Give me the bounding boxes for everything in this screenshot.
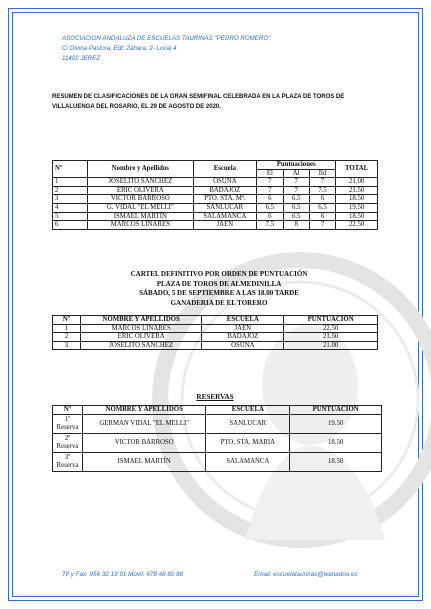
cell-p3: 6	[309, 212, 335, 221]
classification-table	[52, 160, 378, 230]
cell-puntuacion: 18.50	[290, 433, 382, 452]
cell-p2: 7	[283, 186, 309, 195]
table-row	[53, 333, 378, 342]
cell-nombre: ERIC OLIVERA	[80, 333, 202, 342]
cell-p1: 7.5	[257, 221, 283, 230]
reserva-label: Reserva	[56, 423, 79, 431]
cell-escuela: BADAJOZ	[193, 186, 257, 195]
association-address: C/ Divina Pastora, Edf. Zahara, 2- Local 4	[62, 45, 177, 52]
table-row	[53, 186, 378, 195]
reservas-table	[52, 405, 382, 472]
reserva-label: Reserva	[56, 442, 79, 450]
cell-total: 22.50	[336, 221, 378, 230]
contact-phones: Tlf y Fax: 956 32 19 91 Movil: 678 48 80 88	[62, 571, 184, 578]
col-nombre: NOMBRE Y APELLIDOS	[80, 316, 202, 325]
cell-p3: 7.5	[309, 186, 335, 195]
col-nombre: NOMBRE Y APELLIDOS	[82, 406, 206, 415]
cell-total: 21.50	[336, 186, 378, 195]
cell-puntuacion: 22.50	[284, 324, 378, 333]
cell-escuela: JAEN	[193, 221, 257, 230]
sub-ild: Ild	[309, 169, 335, 178]
table-row	[53, 324, 378, 333]
col-escuela: Escuela	[193, 161, 257, 178]
cell-p2: 7	[283, 178, 309, 187]
cell-n: 3	[53, 195, 88, 204]
table-row	[53, 221, 378, 230]
cell-nombre: ERIC OLIVERA	[88, 186, 193, 195]
cell-nombre: JOSELITO SANCHEZ	[88, 178, 193, 187]
cell-p3: 6	[309, 195, 335, 204]
cell-n: 2	[53, 186, 88, 195]
table-row	[53, 452, 382, 471]
cell-n: 6	[53, 221, 88, 230]
cell-nombre: MARCOS LINARES	[80, 324, 202, 333]
col-n: Nº	[53, 316, 81, 325]
reservas-heading: RESERVAS	[196, 393, 234, 401]
cell-p2: 6.5	[283, 195, 309, 204]
cell-nombre: JOSELITO SANCHEZ	[80, 341, 202, 350]
table-row	[53, 341, 378, 350]
cell-n: 1	[53, 324, 81, 333]
table-row	[53, 203, 378, 212]
cell-escuela: SALAMANCA	[193, 212, 257, 221]
col-puntuaciones: Puntuaciones	[257, 161, 336, 170]
cartel-title: CARTEL DEFINITIVO POR ORDEN DE PUNTUACIÓN	[130, 270, 308, 278]
cell-puntuacion: 18.50	[290, 452, 382, 471]
col-escuela: ESCUELA	[202, 316, 284, 325]
cell-escuela: PTO. STA. MARIA	[206, 433, 290, 452]
cell-escuela: OSUNA	[193, 178, 257, 187]
col-puntuacion: PUNTUACION	[284, 316, 378, 325]
reserva-label: Reserva	[56, 461, 79, 469]
sub-el: El	[257, 169, 283, 178]
cell-n: 5	[53, 212, 88, 221]
cell-n: 3	[53, 341, 81, 350]
cell-p1: 6.5	[257, 203, 283, 212]
cell-escuela: PTO. STA. Mª.	[193, 195, 257, 204]
association-city: 11402 JEREZ	[62, 55, 101, 62]
table-row	[53, 178, 378, 187]
cell-p1: 7	[257, 186, 283, 195]
cartel-venue: PLAZA DE TOROS DE ALMEDINILLA	[156, 279, 282, 288]
letterhead	[62, 34, 270, 64]
contact-email[interactable]: Email: escuelataurinas@wanadoo.es	[254, 571, 358, 578]
cell-p3: 7	[309, 178, 335, 187]
cell-escuela: BADAJOZ	[202, 333, 284, 342]
cell-n	[53, 452, 83, 471]
cell-escuela: OSUNA	[202, 341, 284, 350]
cell-n	[53, 414, 83, 433]
reserva-order: 1º	[64, 416, 71, 423]
cell-p3: 6.5	[309, 203, 335, 212]
cartel-heading	[60, 270, 378, 308]
summary-heading: RESUMEN DE CLASIFICACIONES DE LA GRAN SEMIFINAL CELEBRADA EN LA PLAZA DE TOROS DE VILLALUENGA DEL ROSARIO, EL 29 DE AGOSTO DE 2020.	[52, 94, 345, 110]
cell-puntuacion: 21.50	[284, 333, 378, 342]
cell-nombre: VICTOR BARROSO	[82, 433, 206, 452]
cell-nombre: G. VIDAL "EL MELLI"	[88, 203, 193, 212]
cartel-ganaderia: GANADERIA DE EL TORERO	[170, 298, 268, 307]
cell-n: 4	[53, 203, 88, 212]
association-name: ASOCIACION ANDALUZA DE ESCUELAS TAURINAS "PEDRO ROMERO"	[62, 35, 271, 42]
cell-total: 18.50	[336, 195, 378, 204]
cell-nombre: ISMAEL MARTÍN	[82, 452, 206, 471]
sub-al: Al	[283, 169, 309, 178]
table-row	[53, 433, 382, 452]
col-puntuacion: PUNTUACION	[290, 406, 382, 415]
cell-nombre: VICTOR BARROSO	[88, 195, 193, 204]
cell-escuela: SANLUCAR	[193, 203, 257, 212]
cell-nombre: ISMAEL MARTÍN	[88, 212, 193, 221]
cell-nombre: MARCOS LINARES	[88, 221, 193, 230]
cell-p2: 6.5	[283, 212, 309, 221]
cartel-date: SÁBADO, 5 DE SEPTIEMBRE A LAS 18.00 TARDE	[139, 289, 299, 297]
col-n: Nº	[53, 406, 83, 415]
cell-total: 19.50	[336, 203, 378, 212]
cell-n	[53, 433, 83, 452]
cartel-table	[52, 315, 378, 350]
col-total: TOTAL	[336, 161, 378, 178]
cell-escuela: SANLUCAR	[206, 414, 290, 433]
reserva-order: 3º	[64, 454, 71, 461]
cell-p2: 8	[283, 221, 309, 230]
cell-p1: 6	[257, 195, 283, 204]
table-row	[53, 212, 378, 221]
cell-p1: 7	[257, 178, 283, 187]
cell-n: 1	[53, 178, 88, 187]
cell-puntuacion: 19.50	[290, 414, 382, 433]
cell-nombre: GERMAN VIDAL "EL MELLI"	[82, 414, 206, 433]
cell-total: 21.00	[336, 178, 378, 187]
cell-total: 18.50	[336, 212, 378, 221]
cell-escuela: SALAMANCA	[206, 452, 290, 471]
cell-escuela: JAEN	[202, 324, 284, 333]
col-nombre: Nombre y Apellidos	[88, 161, 193, 178]
col-n: Nº	[53, 161, 88, 178]
cell-p3: 7	[309, 221, 335, 230]
cell-puntuacion: 21.00	[284, 341, 378, 350]
table-row	[53, 195, 378, 204]
cell-p2: 6.5	[283, 203, 309, 212]
cell-n: 2	[53, 333, 81, 342]
reserva-order: 2º	[64, 435, 71, 442]
cell-p1: 6	[257, 212, 283, 221]
col-escuela: ESCUELA	[206, 406, 290, 415]
table-row	[53, 414, 382, 433]
